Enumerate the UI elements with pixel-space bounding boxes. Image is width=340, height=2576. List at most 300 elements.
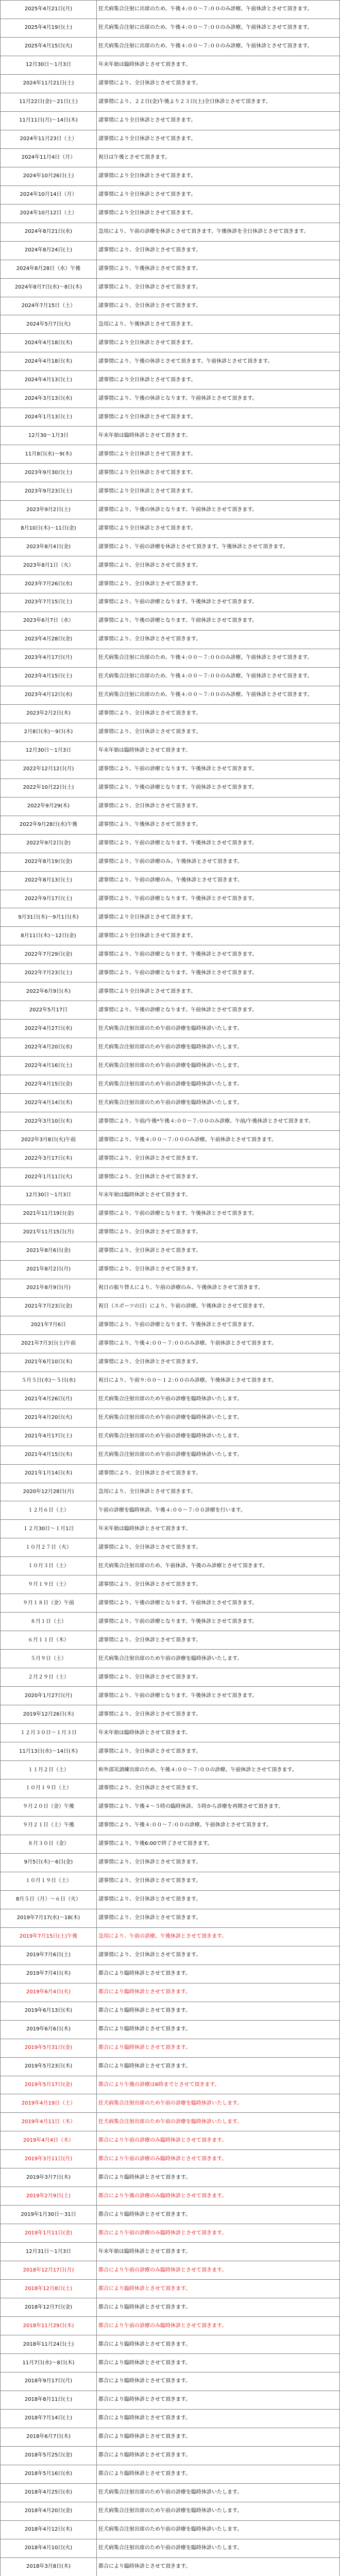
- closure-date: 2024年8月21日(水): [1, 223, 97, 241]
- closure-note: 狂犬病集合注射出席のため午前の診療を臨時休診いたします。: [97, 1390, 340, 1409]
- table-row: [1, 1205, 340, 1223]
- closure-date: 2024年1月13日(土): [1, 408, 97, 427]
- closure-note: 狂犬病集合注射出席のため午前の診療を臨時休診いたします。: [97, 1020, 340, 1038]
- table-row: [1, 2057, 340, 2076]
- closure-date: 2022年4月15日(金): [1, 1075, 97, 1094]
- closure-date: 9月31日(木)～9月1日(木): [1, 908, 97, 927]
- closure-note: 年末年始は臨時休診とさせて頂きます。: [97, 1724, 340, 1742]
- table-row: [1, 2317, 340, 2335]
- table-row: [1, 797, 340, 816]
- closure-note: 諸事情により、午前の診療となります。午後休診とさせて頂きます。: [97, 760, 340, 778]
- table-row: [1, 1520, 340, 1538]
- closure-date: 2022年4月16日(土): [1, 1057, 97, 1075]
- closure-note: 都合により臨時休診とさせて頂きます。: [97, 2280, 340, 2298]
- closure-note: 狂犬病集合注射に出席のため、午後４:００～７:００のみ診療。午前休診とさせて頂きます。: [97, 37, 340, 56]
- closure-date: 2022年1月11日(火): [1, 1168, 97, 1187]
- closure-note: 諸事情により、全日休診とさせて頂きます。: [97, 241, 340, 260]
- closure-note: 諸事情により、午前/午後*午後４:００～７:００のみ診療。午前/午後休診とさせて頂きます。: [97, 1112, 340, 1131]
- closure-note: 諸事情により全日休診とさせて頂きます。: [97, 334, 340, 352]
- table-row: [1, 1724, 340, 1742]
- closure-date: 11月11日(月)～14日(木): [1, 111, 97, 130]
- closure-note: 都合により臨時休診とさせて頂きます。: [97, 2465, 340, 2483]
- closure-date: 2018年4月12日(木): [1, 2520, 97, 2539]
- closure-date: 2022年7月29日(金): [1, 945, 97, 964]
- table-row: [1, 1334, 340, 1353]
- table-row: [1, 519, 340, 538]
- table-row: [1, 2243, 340, 2261]
- closure-date: 8月５日（月）～６日（火）: [1, 1890, 97, 1909]
- closure-note: 狂犬病集合注射出席のため午前の診療を臨時休診いたします。: [97, 1427, 340, 1446]
- table-row: [1, 111, 340, 130]
- closure-note: 諸事情により全日休診とさせて頂きます。: [97, 908, 340, 927]
- closure-note: 諸事情により、全日休診とさせて頂きます。: [97, 556, 340, 575]
- closure-date: 2019年1月11日(金): [1, 2224, 97, 2243]
- table-row: [1, 1909, 340, 1927]
- closure-date: 2023年7月26日(水): [1, 575, 97, 594]
- table-row: [1, 1149, 340, 1168]
- closure-note: 諸事情により全日休診とさせて頂きます。: [97, 204, 340, 223]
- closure-date: 2021年8月2日(月): [1, 1260, 97, 1279]
- table-row: [1, 2502, 340, 2520]
- table-row: [1, 1557, 340, 1575]
- table-row: [1, 1223, 340, 1242]
- closure-note: 都合により臨時休診とさせて頂きます。: [97, 2372, 340, 2391]
- closure-note: 祝日（スポーツの日）により、午前の診療。午後休診とさせて頂きます。: [97, 1297, 340, 1316]
- closure-note: 狂犬病集合注射出席のため午前の診療を臨時休診いたします。: [97, 2113, 340, 2131]
- closure-date: １２月30日～１月1日: [1, 1520, 97, 1538]
- table-row: [1, 723, 340, 741]
- closure-note: 諸事情により、午前の診療となります。午後休診とさせて頂きます。: [97, 964, 340, 982]
- table-row: [1, 2465, 340, 2483]
- table-row: [1, 1094, 340, 1112]
- closure-date: 2018年6月7日(木): [1, 2428, 97, 2446]
- closure-note: 諸事情により、午前の診療となります。午後休診とさせて頂きます。: [97, 834, 340, 853]
- table-row: [1, 2224, 340, 2243]
- closure-date: 2023年4月12日(水): [1, 686, 97, 704]
- table-row: [1, 556, 340, 575]
- closure-date: 2022年9月28日(水)午後: [1, 816, 97, 834]
- table-row: [1, 2483, 340, 2502]
- table-row: [1, 871, 340, 890]
- table-row: [1, 1446, 340, 1464]
- table-row: [1, 2131, 340, 2150]
- closure-note: 諸事情により、午後の休診とさせて頂きます。午前休診とさせて頂きます。: [97, 352, 340, 371]
- table-row: [1, 1538, 340, 1557]
- closure-note: 年末年始は臨時休診とさせて頂きます。: [97, 2243, 340, 2261]
- closure-date: 2018年5月25日(金): [1, 2446, 97, 2465]
- closure-note: 急用により、午前の診療。午後休診とさせて頂きます。: [97, 1927, 340, 1946]
- closure-date: 2019年4月11日（木）: [1, 2113, 97, 2131]
- closure-date: 2018年4月25日(水): [1, 2483, 97, 2502]
- table-row: [1, 2002, 340, 2020]
- table-row: [1, 1020, 340, 1038]
- closure-note: 諸事情により、全日休診とさせて頂きます。: [97, 1742, 340, 1761]
- table-row: [1, 19, 340, 37]
- table-row: [1, 130, 340, 148]
- table-row: [1, 1835, 340, 1853]
- table-row: [1, 927, 340, 945]
- closure-note: 諸事情により、全日休診とさせて頂きます。: [97, 1872, 340, 1890]
- table-row: [1, 2428, 340, 2446]
- closure-date: 2021年4月17日(土): [1, 1427, 97, 1446]
- closure-date: 2018年8月11日(土): [1, 2391, 97, 2409]
- closure-note: 狂犬病集合注射に出席のため、午後４:００～７:００のみ診療。午前休診とさせて頂きます。: [97, 667, 340, 686]
- closure-note: 狂犬病集合注射出席のため午前の診療を臨時休診いたします。: [97, 1446, 340, 1464]
- closure-note: 諸事情により、午後6:00で終了させて頂きます。: [97, 1835, 340, 1853]
- closure-date: 2024年4月18日(木): [1, 352, 97, 371]
- closure-date: ９月２０日（金）午後: [1, 1798, 97, 1816]
- closure-date: 2024年7月15日（土）: [1, 297, 97, 315]
- closure-note: 諸事情により、午後休診とさせて頂きます。: [97, 260, 340, 278]
- table-row: [1, 2113, 340, 2131]
- closure-date: 8月11日(木)～12日(金): [1, 927, 97, 945]
- closure-note: 狂犬病集合注射に出席のため、午後４:００～７:００のみ診療。午前休診とさせて頂きます。: [97, 19, 340, 37]
- closure-note: 諸事情により、午後４:００～７:００の診療。午前休診とさせて頂きます。: [97, 1816, 340, 1835]
- table-row: [1, 1983, 340, 2002]
- closure-note: 狂犬病集合注射出席のため午前の診療を臨時休診いたします。: [97, 2502, 340, 2520]
- table-row: [1, 1872, 340, 1890]
- table-row: [1, 334, 340, 352]
- closure-note: 諸事情により、全日休診とさせて頂きます。: [97, 1853, 340, 1872]
- closure-note: 都合により臨時休診とさせて頂きます。: [97, 2002, 340, 2020]
- table-row: [1, 297, 340, 315]
- table-row: [1, 1687, 340, 1705]
- table-row: [1, 56, 340, 74]
- closure-date: 2019年6月13日(木): [1, 2002, 97, 2020]
- closure-date: 2024年4月18日(木): [1, 334, 97, 352]
- table-row: [1, 2520, 340, 2539]
- closure-date: 2022年4月27日(水): [1, 1020, 97, 1038]
- closure-note: 狂犬病集合注射出席のため午前の診療を臨時休診いたします。: [97, 1409, 340, 1427]
- table-row: [1, 1890, 340, 1909]
- closure-note: 都合により臨時休診とさせて頂きます。: [97, 2446, 340, 2465]
- table-row: [1, 464, 340, 482]
- closure-note: 諸事情により、午後４:００～７:００のみ診療。午前休診とさせて頂きます。: [97, 1334, 340, 1353]
- closure-date: 11月13日(水)～14日(木): [1, 1742, 97, 1761]
- table-row: [1, 594, 340, 612]
- closure-note: 狂犬病集合注射出席のため午前の診療を臨時休診いたします。: [97, 2094, 340, 2113]
- closure-date: 2023年6月7日（水）: [1, 612, 97, 630]
- closure-date: ８月３０日（金）: [1, 1835, 97, 1853]
- table-row: [1, 1371, 340, 1390]
- closure-date: 2024年4月13日(土): [1, 371, 97, 389]
- closure-note: 都合により臨時休診とさせて頂きます。: [97, 1983, 340, 2002]
- closure-date: 2019年7月6日(土): [1, 1946, 97, 1964]
- closure-note: 諸事情により、全日休診とさせて頂きます。: [97, 278, 340, 297]
- closure-date: ２月２９日（土）: [1, 1668, 97, 1687]
- closure-date: 2020年12月28日(月): [1, 1483, 97, 1501]
- closure-date: 2021年4月20日(火): [1, 1409, 97, 1427]
- table-row: [1, 667, 340, 686]
- closure-note: 狂犬病集合注射に出席のため、午後４:００～７:００のみ診療。午前休診とさせて頂きます。: [97, 686, 340, 704]
- closure-note: 諸事情により、全日休診とさせて頂きます。: [97, 1168, 340, 1187]
- closure-note: 諸事情により、全日休診とさせて頂きます。: [97, 1149, 340, 1168]
- closure-note: 諸事情により全日休診とさせて頂きます。: [97, 167, 340, 185]
- closure-note: 諸事情により、午後４～５時の臨時休診。５時から診療を再開させて頂きます。: [97, 1798, 340, 1816]
- table-row: [1, 649, 340, 667]
- closure-date: １２月６日（土）: [1, 1501, 97, 1520]
- table-row: [1, 1242, 340, 1260]
- closure-date: 2023年9月30日(土): [1, 464, 97, 482]
- closure-note: 諸事情により、全日休診とさせて頂きます。: [97, 1223, 340, 1242]
- closure-date: 2018年12月7日(金): [1, 2298, 97, 2317]
- table-row: [1, 1390, 340, 1409]
- closure-note: 都合により午後の診療のみ臨時休診とさせて頂きます。: [97, 2187, 340, 2206]
- table-row: [1, 760, 340, 778]
- closure-date: 2025年4月19日(土): [1, 19, 97, 37]
- closure-note: 諸事情により、全日休診とさせて頂きます。: [97, 74, 340, 93]
- closure-date: １０月３日（土）: [1, 1557, 97, 1575]
- closure-date: 2022年4月14日(木): [1, 1094, 97, 1112]
- closure-date: 2024年10月26日(土): [1, 167, 97, 185]
- closure-date: 2021年7月23日(金): [1, 1297, 97, 1316]
- closure-note: 祝日は午後とさせて頂きます。: [97, 148, 340, 167]
- table-row: [1, 890, 340, 908]
- closure-date: １０月１９日（土）: [1, 1872, 97, 1890]
- closure-date: 2019年4月4日（木）: [1, 2131, 97, 2150]
- closure-note: 諸事情により、午後の診療となります。午前休診とさせて頂きます。: [97, 778, 340, 797]
- table-row: [1, 1353, 340, 1371]
- closure-date: 2019年7月4日(木): [1, 1964, 97, 1983]
- table-row: [1, 1650, 340, 1668]
- closure-note: 祝日の振り替えにより、午前の診療のみ。午後休診とさせて頂きます。: [97, 1279, 340, 1297]
- closure-note: 狂犬病集合注射出席のため午前の診療を臨時休診いたします。: [97, 1650, 340, 1668]
- table-row: [1, 964, 340, 982]
- closure-note: 諸事情により全日休診とさせて頂きます。: [97, 519, 340, 538]
- table-row: [1, 2391, 340, 2409]
- closure-note: 年末年始は臨時休診とさせて頂きます。: [97, 741, 340, 760]
- closure-note: 諸事情により、午後の休診となります。午前休診とさせて頂きます。: [97, 389, 340, 408]
- closure-date: 2024年3月13日(水): [1, 389, 97, 408]
- closure-date: 2019年12月26日(木): [1, 1705, 97, 1724]
- table-row: [1, 1038, 340, 1057]
- closure-note: 都合により臨時休診とさせて頂きます。: [97, 2057, 340, 2076]
- closure-note: 狂犬病集合注射出席のため午前の診療を臨時休診いたします。: [97, 1057, 340, 1075]
- closure-date: 2019年7月17(水)～18(木): [1, 1909, 97, 1927]
- closure-date: 2019年1月30日～31日: [1, 2206, 97, 2224]
- table-row: [1, 37, 340, 56]
- closure-date: 2021年7月3日(土)午前: [1, 1334, 97, 1353]
- closure-date: 2022年9月2日(金): [1, 834, 97, 853]
- closure-date: 2024年8月28日（水）午後: [1, 260, 97, 278]
- closure-note: 諸事情により、午前の診療となります。午後休診とさせて頂きます。: [97, 1205, 340, 1223]
- closure-note: 諸事情により、午後４:００～７:００のみ診療。午前休診とさせて頂きます。: [97, 1131, 340, 1149]
- table-row: [1, 223, 340, 241]
- table-row: [1, 241, 340, 260]
- closure-date: 11月7日(水)～8日(木): [1, 2354, 97, 2372]
- closure-note: 急用により、午後休診とさせて頂きます。: [97, 315, 340, 334]
- closure-date: 2022年3月8日(火)午前: [1, 1131, 97, 1149]
- table-row: [1, 816, 340, 834]
- table-row: [1, 1075, 340, 1094]
- closure-date: 2022年8月13日(土): [1, 871, 97, 890]
- closure-note: 急用により、全日休診とさせて頂きます。: [97, 1483, 340, 1501]
- closure-date: 2021年8月6日(金): [1, 1242, 97, 1260]
- table-row: [1, 1742, 340, 1761]
- table-row: [1, 1613, 340, 1631]
- closure-date: 2018年12月8日(土): [1, 2280, 97, 2298]
- closure-date: 2022年10月22日(土): [1, 778, 97, 797]
- closure-note: 狂犬病集合注射出席のため午前の診療を臨時休診いたします。: [97, 2483, 340, 2502]
- table-row: [1, 2409, 340, 2428]
- closure-note: 諸事情により、全日休診とさせて頂きます。: [97, 1780, 340, 1798]
- closure-note: 都合により臨時休診とさせて頂きます。: [97, 2298, 340, 2317]
- closure-date: 2022年4月20日(水): [1, 1038, 97, 1057]
- closure-date: 2023年4月17日(月): [1, 649, 97, 667]
- table-row: [1, 686, 340, 704]
- closure-note: 諸事情により全日休診とさせて頂きます。: [97, 445, 340, 464]
- table-row: [1, 1798, 340, 1816]
- closure-note: 狂犬病集合注射出席のため午前の診療を臨時休診いたします。: [97, 1038, 340, 1057]
- table-row: [1, 704, 340, 723]
- holiday-schedule-body: [1, 1, 340, 2576]
- table-row: [1, 1001, 340, 1020]
- table-row: [1, 278, 340, 297]
- table-row: [1, 185, 340, 204]
- closure-date: ６月１１日（木）: [1, 1631, 97, 1650]
- table-row: [1, 1853, 340, 1872]
- closure-note: 諸事情により、全日休診とさせて頂きます。: [97, 1242, 340, 1260]
- closure-note: 諸事情により、全日休診とさせて頂きます。: [97, 1260, 340, 1279]
- closure-note: 諸事情により、午前の診療となります。午後休診とさせて頂きます。: [97, 1687, 340, 1705]
- table-row: [1, 1927, 340, 1946]
- closure-note: 諸事情により、全日休診とさせて頂きます。: [97, 797, 340, 816]
- table-row: [1, 2187, 340, 2206]
- table-row: [1, 389, 340, 408]
- closure-note: 諸事情により、全日休診とさせて頂きます。: [97, 630, 340, 649]
- closure-date: 2022年6月9日(木): [1, 982, 97, 1001]
- table-row: [1, 1464, 340, 1483]
- closure-date: 2024年11月4日（月）: [1, 148, 97, 167]
- table-row: [1, 853, 340, 871]
- table-row: [1, 1668, 340, 1687]
- table-row: [1, 2261, 340, 2280]
- closure-note: 年末年始は臨時休診とさせて頂きます。: [97, 56, 340, 74]
- table-row: [1, 445, 340, 464]
- closure-date: 2021年4月15日(木): [1, 1446, 97, 1464]
- table-row: [1, 1112, 340, 1131]
- closure-note: 諸事情により全日休診とさせて頂きます。: [97, 982, 340, 1001]
- closure-date: 2025年4月21日(月): [1, 1, 97, 19]
- table-row: [1, 1316, 340, 1334]
- table-row: [1, 1594, 340, 1613]
- closure-date: 2023年8月4日(金): [1, 538, 97, 556]
- closure-date: ５月５日(水)～５日(水): [1, 1371, 97, 1390]
- table-row: [1, 371, 340, 389]
- closure-note: 年末年始は臨時休診とさせて頂きます。: [97, 1520, 340, 1538]
- closure-date: 2022年9月17日(土): [1, 890, 97, 908]
- table-row: [1, 1168, 340, 1187]
- table-row: [1, 427, 340, 445]
- table-row: [1, 1575, 340, 1594]
- table-row: [1, 1761, 340, 1780]
- closure-date: 11月8日(水)～9(木): [1, 445, 97, 464]
- table-row: [1, 2446, 340, 2465]
- table-row: [1, 1705, 340, 1724]
- table-row: [1, 1631, 340, 1650]
- closure-date: 2022年3月17日(木): [1, 1149, 97, 1168]
- table-row: [1, 741, 340, 760]
- closure-note: 諸事情により、全日休診とさせて頂きます。: [97, 1464, 340, 1483]
- closure-date: 11月22日(金)～21日(土): [1, 93, 97, 111]
- closure-date: 2021年6月10日(木): [1, 1353, 97, 1371]
- closure-note: 諸事情により全日休診とさせて頂きます。: [97, 482, 340, 501]
- closure-date: 8月10日(木)～11日(金): [1, 519, 97, 538]
- closure-note: 狂犬病集合注射出席のため午前の診療を臨時休診いたします。: [97, 1075, 340, 1094]
- table-row: [1, 2354, 340, 2372]
- table-row: [1, 93, 340, 111]
- closure-date: 2024年5月7日(火): [1, 315, 97, 334]
- closure-date: ８月１日（土）: [1, 1613, 97, 1631]
- closure-note: 諸事情により、午前の診療のみ。午後休診とさせて頂きます。: [97, 853, 340, 871]
- closure-note: 和外部災訓練出席のため、午後４:００～７:００の診療。午前休診とさせて頂きます。: [97, 1761, 340, 1780]
- closure-date: １１月２日（土）: [1, 1761, 97, 1780]
- table-row: [1, 1, 340, 19]
- table-row: [1, 2557, 340, 2576]
- closure-date: 2018年9月17日(月): [1, 2372, 97, 2391]
- table-row: [1, 482, 340, 501]
- closure-note: 都合により臨時休診とさせて頂きます。: [97, 2168, 340, 2187]
- closure-date: １０月２７日（火）: [1, 1538, 97, 1557]
- closure-note: 諸事情により、全日休診とさせて頂きます。: [97, 1668, 340, 1687]
- table-row: [1, 2039, 340, 2057]
- closure-note: 諸事情により、全日休診とさせて頂きます。: [97, 297, 340, 315]
- table-row: [1, 2094, 340, 2113]
- closure-date: 2023年2月2日(木): [1, 704, 97, 723]
- closure-note: 諸事情により、午前の診療となります。午後休診とさせて頂きます。: [97, 1613, 340, 1631]
- closure-date: 2021年11月15日(月): [1, 1223, 97, 1242]
- closure-note: 諸事情により全日休診とさせて頂きます。: [97, 927, 340, 945]
- closure-date: 2023年9月23日(土): [1, 482, 97, 501]
- closure-note: 諸事情により、午後の休診となります。午前休診とさせて頂きます。: [97, 501, 340, 519]
- closure-date: 2018年4月20日(金): [1, 2502, 97, 2520]
- closure-note: 諸事情により、全日休診とさせて頂きます。: [97, 1353, 340, 1371]
- closure-date: 2018年3月8日(木): [1, 2557, 97, 2576]
- closure-note: 都合により臨時休診とさせて頂きます。: [97, 1964, 340, 1983]
- closure-note: 狂犬病集合注射出席のため午前の診療を臨時休診いたします。: [97, 2520, 340, 2539]
- table-row: [1, 1260, 340, 1279]
- closure-date: 2019年5月23日(木): [1, 2057, 97, 2076]
- closure-date: 2022年12月12日(月): [1, 760, 97, 778]
- closure-note: 諸事情により、午前の診療となります。午後休診とさせて頂きます。: [97, 594, 340, 612]
- closure-date: 2022年8月19日(金): [1, 853, 97, 871]
- table-row: [1, 260, 340, 278]
- table-row: [1, 2335, 340, 2354]
- closure-date: ９月２１日（土）午後: [1, 1816, 97, 1835]
- closure-date: １０月１９日（土）: [1, 1780, 97, 1798]
- closure-note: 諸事情により、午後休診とさせて頂きます。: [97, 816, 340, 834]
- closure-date: 2月8日(水)～9日(木): [1, 723, 97, 741]
- closure-date: 2021年7月6日: [1, 1316, 97, 1334]
- closure-note: 諸事情により、午後の診療となります。午前休診とさせて頂きます。: [97, 1594, 340, 1613]
- table-row: [1, 982, 340, 1001]
- table-row: [1, 408, 340, 427]
- closure-date: 12月31日～1月3日: [1, 2243, 97, 2261]
- table-row: [1, 2076, 340, 2094]
- closure-note: 都合により臨時休診とさせて頂きます。: [97, 2354, 340, 2372]
- table-row: [1, 501, 340, 519]
- closure-note: 年末年始は臨時休診とさせて頂きます。: [97, 427, 340, 445]
- closure-note: 都合により午前の診療のみ臨時休診とさせて頂きます。: [97, 2224, 340, 2243]
- closure-date: 12月30日～1月3日: [1, 56, 97, 74]
- closure-date: 2023年8月1日（火）: [1, 556, 97, 575]
- closure-note: 諸事情により、午後の診療となります。午前休診とさせて頂きます。: [97, 1001, 340, 1020]
- closure-date: 2025年4月15日(火): [1, 37, 97, 56]
- closure-date: 2023年7月15日(土): [1, 594, 97, 612]
- closure-date: 2021年11月19日(金): [1, 1205, 97, 1223]
- closure-date: ５月９日（土）: [1, 1650, 97, 1668]
- table-row: [1, 204, 340, 223]
